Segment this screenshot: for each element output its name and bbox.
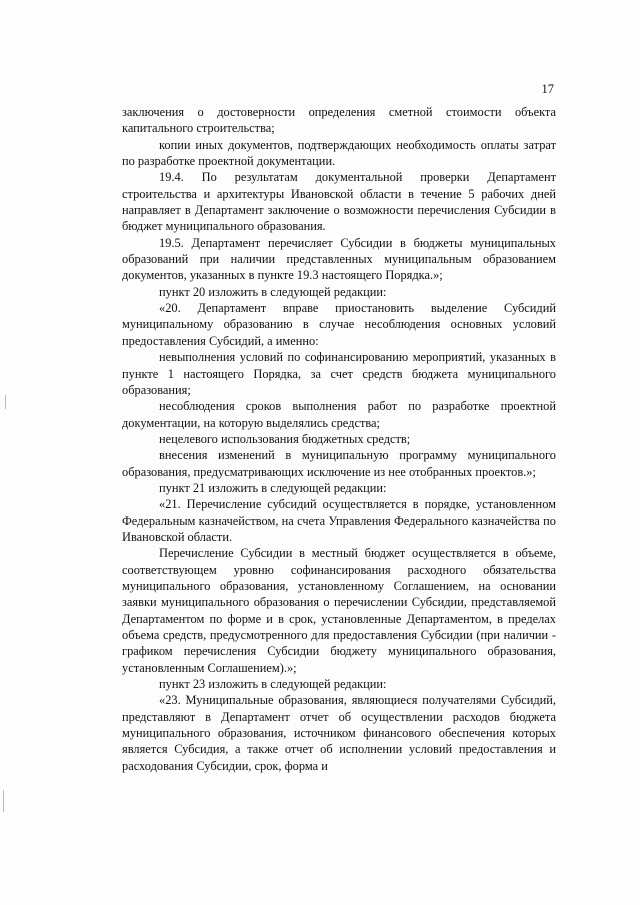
paragraph: невыполнения условий по софинансированию мероприятий, указанных в пункте 1 настоящего Порядка, за счет средств бюджета муниципального образования; (122, 350, 556, 397)
paragraph: 19.4. По результатам документальной проверки Департамент строительства и архитектуры Ивановской области в течение 5 рабочих дней направляет в Департамент заключение о возможности перечисления Субсидии в бюджет муниципального образования. (122, 170, 556, 234)
document-body (122, 104, 556, 774)
paragraph: «20. Департамент вправе приостановить выделение Субсидий муниципальному образованию в случае несоблюдения основных условий предоставления Субсидий, а именно: (122, 301, 556, 348)
paragraph: пункт 21 изложить в следующей редакции: (159, 480, 387, 495)
paragraph: «21. Перечисление субсидий осуществляется в порядке, установленном Федеральным казначейством, на счета Управления Федерального казначейства по Ивановской области. (122, 497, 556, 544)
scan-artifact (3, 790, 4, 812)
paragraph: несоблюдения сроков выполнения работ по разработке проектной документации, на которую выделялись средства; (122, 399, 556, 430)
paragraph: заключения о достоверности определения сметной стоимости объекта капитального строительства; (122, 105, 556, 136)
paragraph: нецелевого использования бюджетных средств; (159, 431, 411, 446)
paragraph: пункт 20 изложить в следующей редакции: (159, 284, 387, 299)
paragraph: копии иных документов, подтверждающих необходимость оплаты затрат по разработке проектной документации. (122, 137, 556, 169)
paragraph: пункт 23 изложить в следующей редакции: (159, 677, 387, 692)
scan-artifact (5, 395, 6, 409)
paragraph: внесения изменений в муниципальную программу муниципального образования, предусматривающих исключение из нее отобранных проектов.»; (122, 448, 556, 479)
paragraph: «23. Муниципальные образования, являющиеся получателями Субсидий, представляют в Департамент отчет об осуществлении расходов бюджета муниципального образования, источником финансового обеспечения которых является Субсидия, а также отчет об исполнении условий предоставления и расходования Субсидии, срок, форма и (122, 693, 556, 773)
page-number: 17 (541, 82, 554, 96)
paragraph: Перечисление Субсидии в местный бюджет осуществляется в объеме, соответствующем уровню софинансирования расходного обязательства муниципального образования, установленному Соглашением, на основании заявки муниципального образования о перечислении Субсидии, представляемой Департаментом по форме и в срок, установленные Департаментом, в пределах объема средств, предусмотренного для предоставления Субсидии (при наличии - графиком перечисления Субсидии бюджету муниципального образования, установленным Соглашением).»; (122, 546, 556, 675)
paragraph: 19.5. Департамент перечисляет Субсидии в бюджеты муниципальных образований при наличии представленных муниципальным образованием документов, указанных в пункте 19.3 настоящего Порядка.»; (122, 235, 556, 283)
